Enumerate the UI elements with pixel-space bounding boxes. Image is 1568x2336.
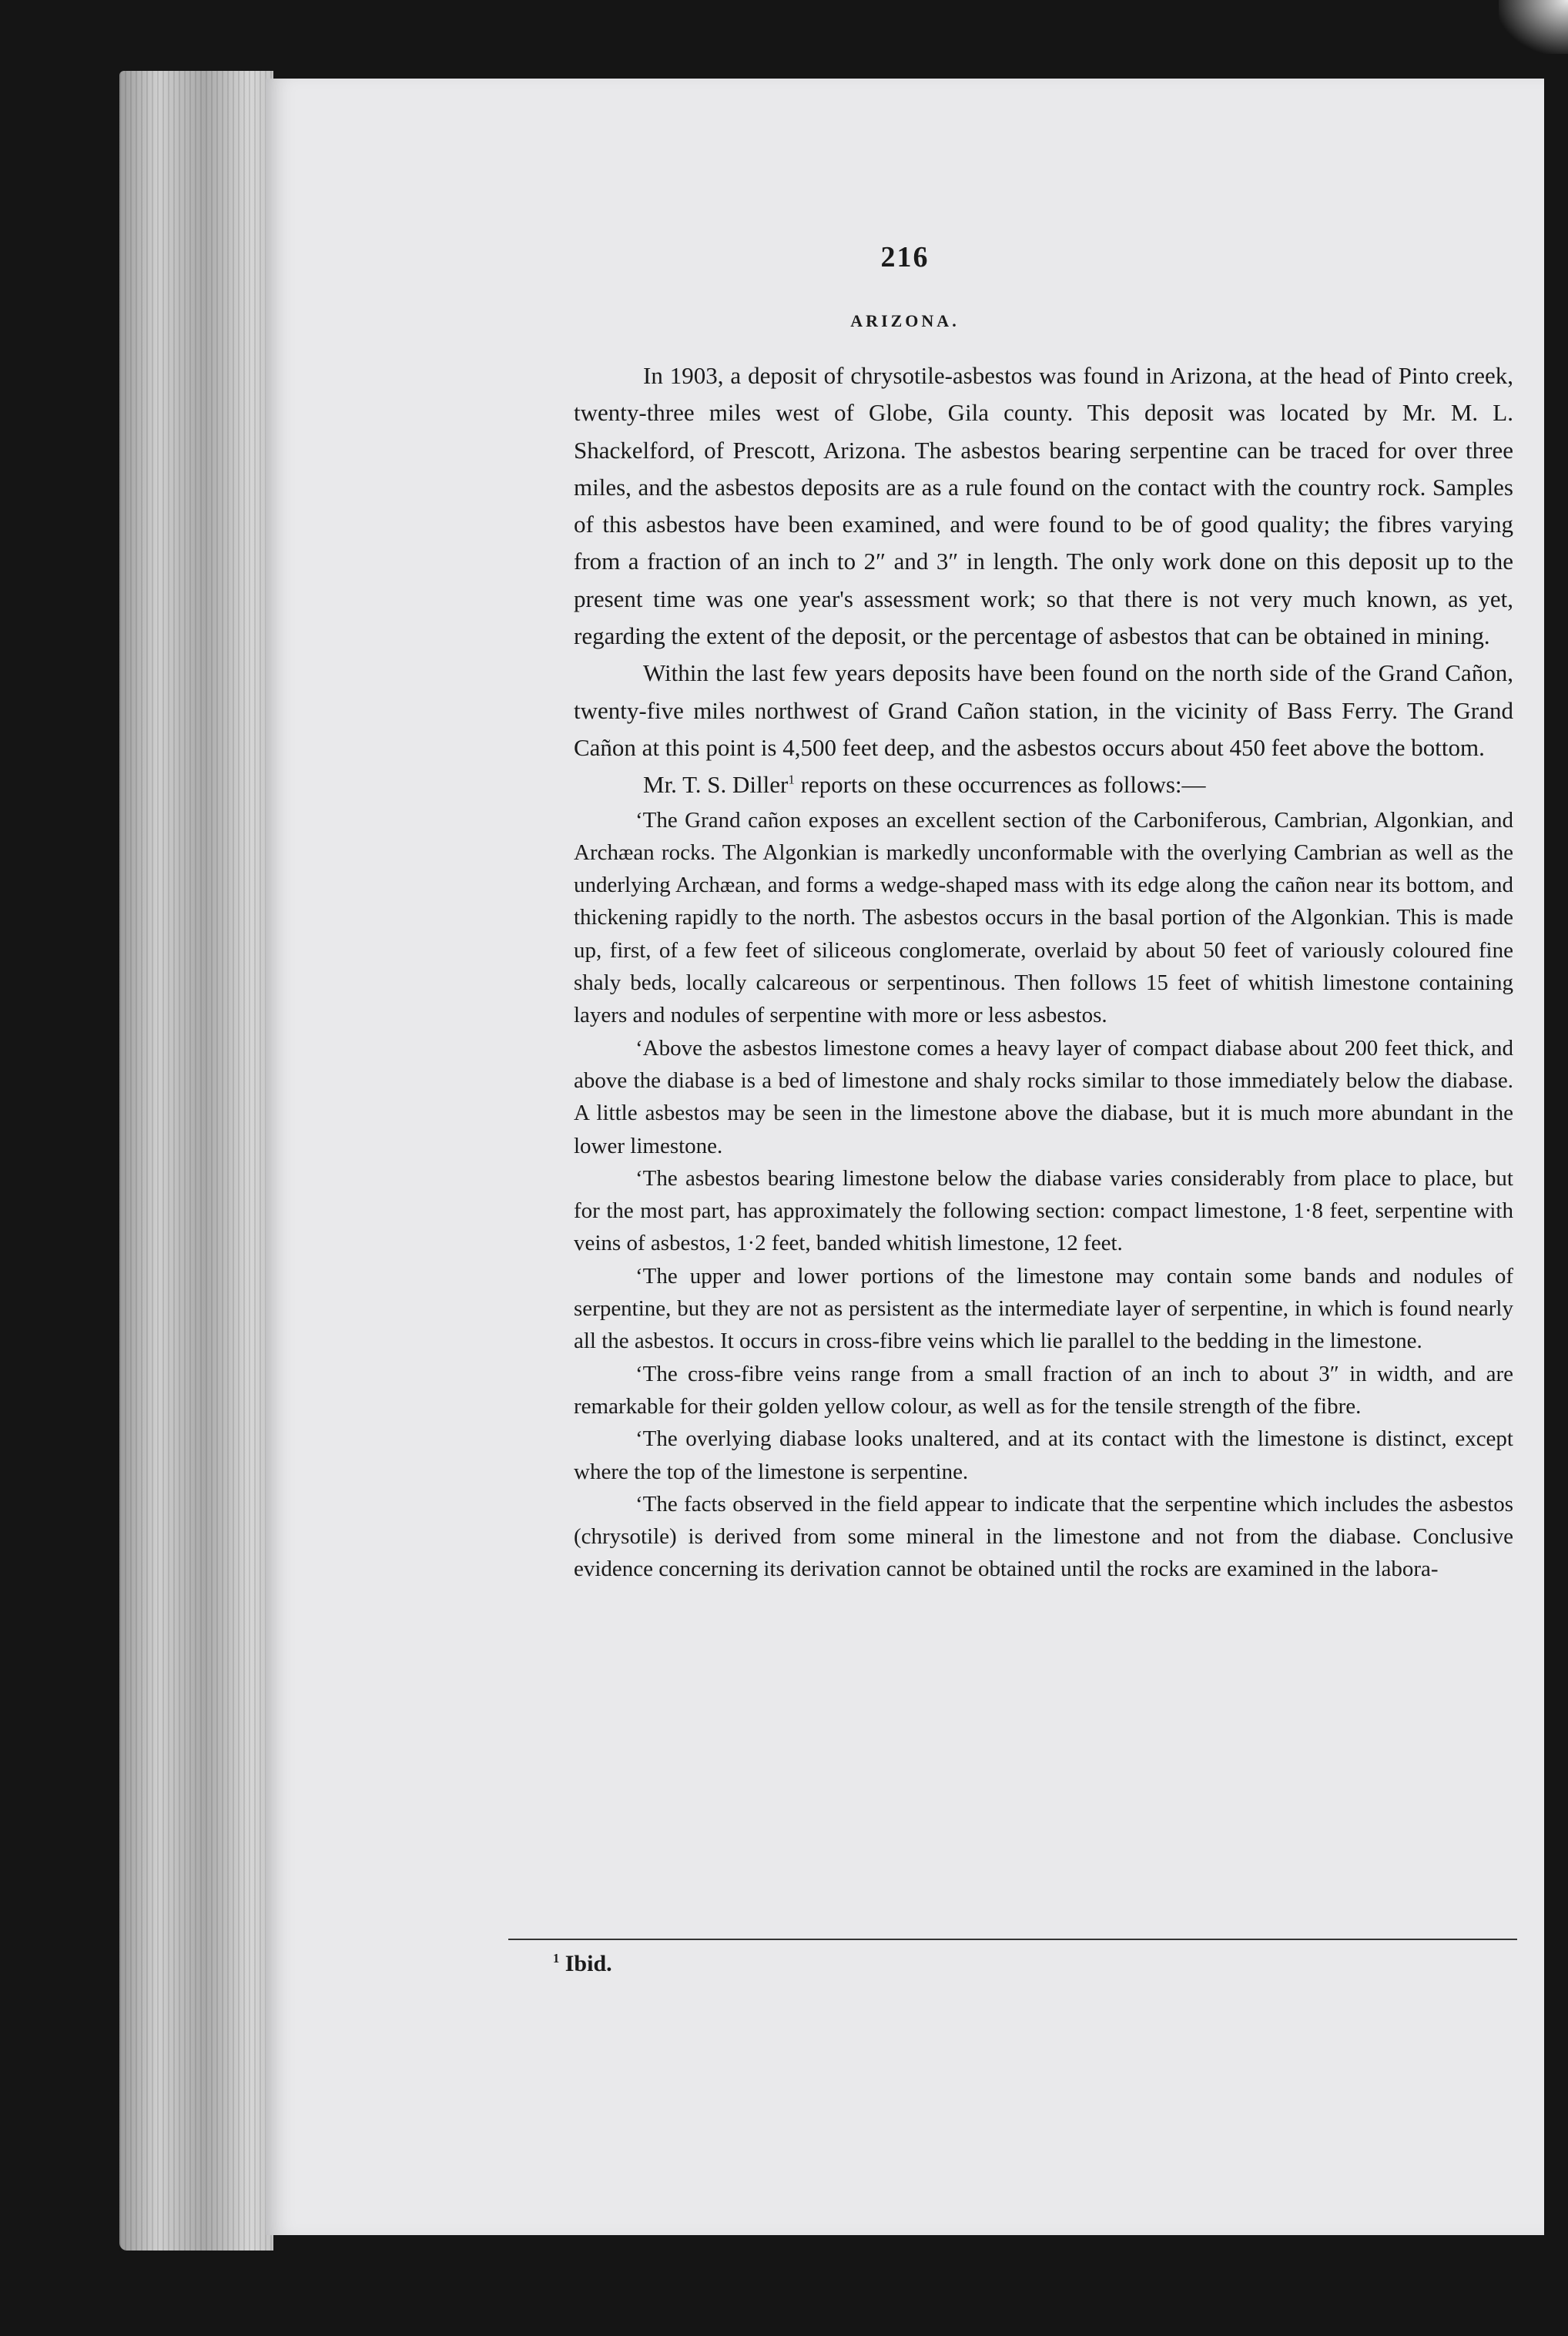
quote-paragraph: ‘The asbestos bearing limestone below the diabase varies considerably from place to place, but for the most part, has approximately the following section: compact limestone, 1·8 feet, serpentine with veins of asbestos, 1·2 feet, banded whitish limestone, 12 feet. [574,1165,1513,1256]
quote-paragraph: ‘The facts observed in the field appear to indicate that the serpentine which includes the asbestos (chrysotile) is derived from some mineral in the limestone and not from the diabase. Conclusive evidence concerning its derivation cannot be obtained until the rocks are examined in the labora- [574,1491,1513,1582]
footnote-text: Ibid. [565,1951,612,1976]
footnote-divider [508,1939,1517,1940]
running-head: ARIZONA. [850,311,960,330]
paragraph-grand-canon: Within the last few years deposits have been found on the north side of the Grand Cañon, twenty-five miles northwest of Grand Cañon station, in the vicinity of Bass Ferry. The Grand Cañon at this point is 4,500 feet deep, and the asbestos occurs about 450 feet above the bottom. [574,659,1513,761]
page-number: 216 [880,241,930,273]
scan-glare [1499,0,1568,54]
paragraph-pinto-creek: In 1903, a deposit of chrysotile-asbestos was found in Arizona, at the head of Pinto creek, twenty-three miles west of Globe, Gila county. This deposit was located by Mr. M. L. Shackelford, of Prescott, Arizona. The asbestos bearing serpentine can be traced for over three miles, and the asbestos deposits are as a rule found on the contact with the country rock. Samples of this asbestos have been examined, and were found to be of good quality; the fibres varying from a fraction of an inch to 2″ and 3″ in length. The only work done on this deposit up to the present time was one year's assessment work; so that there is not very much known, as yet, regarding the extent of the deposit, or the percentage of asbestos that can be obtained in mining. [574,362,1513,650]
quote-paragraph: ‘The overlying diabase looks unaltered, and at its contact with the limestone is distinct, except where the top of the limestone is serpentine. [574,1426,1513,1484]
footnote [553,1951,612,1977]
text-column [574,357,1513,1586]
quote-paragraph: ‘The upper and lower portions of the limestone may contain some bands and nodules of serpentine, but they are not as persistent as the intermediate layer of serpentine, in which is found nearly all the asbestos. It occurs in cross-fibre veins which lie parallel to the bedding in the limestone. [574,1263,1513,1354]
book-page-edges [119,71,273,2251]
footnote-marker: 1 [553,1951,560,1966]
diller-intro-before: Mr. T. S. Diller [643,771,789,799]
quote-paragraph: ‘Above the asbestos limestone comes a heavy layer of compact diabase about 200 feet thick, and above the diabase is a bed of limestone and shaly rocks similar to those immediately below the diabase. A little asbestos may be seen in the limestone above the diabase, but it is much more abundant in the lower limestone. [574,1035,1513,1158]
footnote-ref-marker: 1 [788,772,795,787]
diller-quotation [574,804,1513,1586]
diller-intro-after: reports on these occurrences as follows:— [794,771,1206,799]
paragraph-diller-intro [574,766,1513,803]
quote-paragraph: ‘The Grand cañon exposes an excellent section of the Carboniferous, Cambrian, Algonkian, and Archæan rocks. The Algonkian is markedly unconformable with the overlying Cambrian as well as the underlying Archæan, and forms a wedge-shaped mass with its edge along the cañon near its bottom, and thickening rapidly to the north. The asbestos occurs in the basal portion of the Algonkian. This is made up, first, of a few feet of siliceous conglomerate, overlaid by about 50 feet of variously coloured fine shaly beds, locally calcareous or serpentinous. Then follows 15 feet of whitish limestone containing layers and nodules of serpentine with more or less asbestos. [574,807,1513,1028]
quote-paragraph: ‘The cross-fibre veins range from a small fraction of an inch to about 3″ in width, and are remarkable for their golden yellow colour, as well as for the tensile strength of the fibre. [574,1361,1513,1419]
